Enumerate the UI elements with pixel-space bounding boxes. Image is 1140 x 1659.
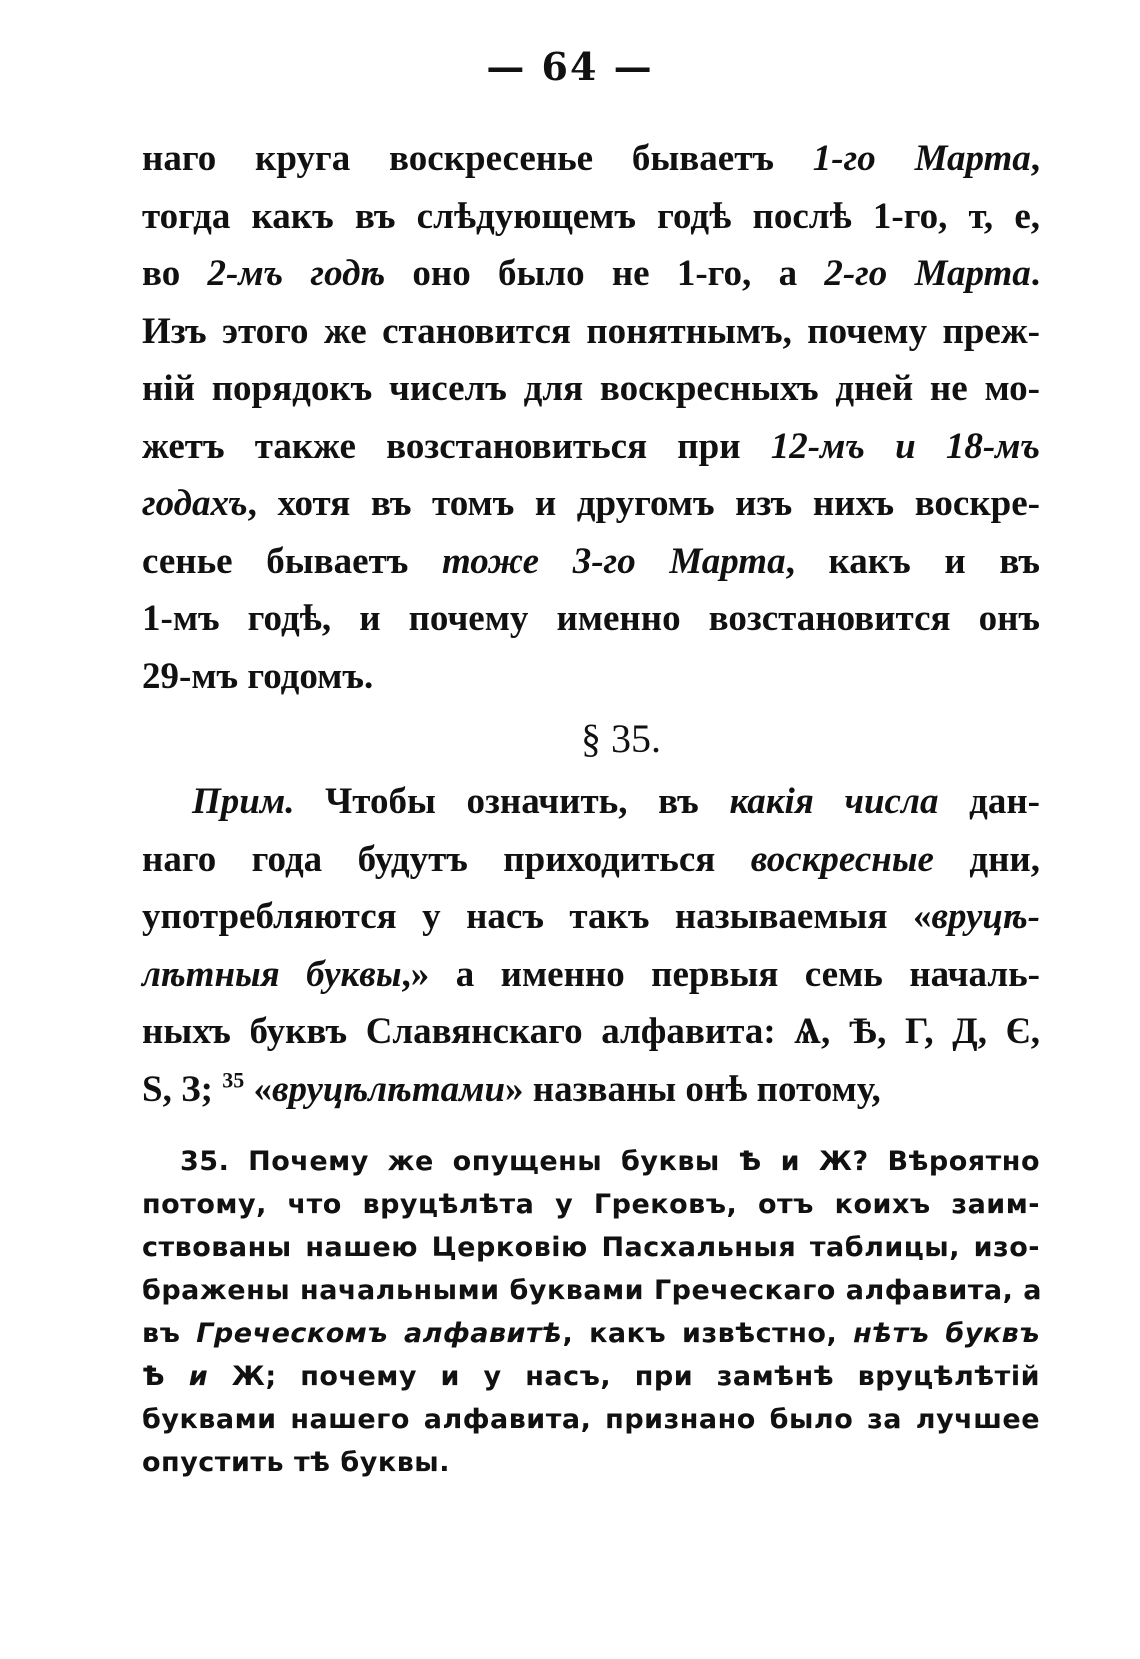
italic-text: 2-мъ годѣ xyxy=(207,253,386,294)
main-text-line xyxy=(142,188,1040,246)
text-run: Ѣ xyxy=(142,1361,189,1392)
text-run: въ xyxy=(142,1318,197,1349)
text-run: наго года будутъ приходиться xyxy=(142,838,751,880)
main-text-line xyxy=(142,590,1040,648)
text-run: Ж; почему и у насъ, при замѣнѣ вруцѣлѣтій xyxy=(208,1361,1041,1392)
text-run: тогда какъ въ слѣдующемъ годѣ послѣ 1-го, т, е, xyxy=(142,195,1040,237)
main-text-line xyxy=(142,360,1040,418)
italic-text: и xyxy=(188,1361,209,1392)
text-run: » названы онѣ потому, xyxy=(505,1068,881,1110)
footnote-line xyxy=(142,1355,1040,1398)
text-run: потому, что вруцѣлѣта у Грековъ, отъ коихъ заим- xyxy=(142,1189,1040,1220)
text-run: оно было не 1-го, а xyxy=(385,253,825,294)
footnote-line xyxy=(142,1398,1040,1441)
italic-text: годахъ xyxy=(142,483,248,524)
text-run: буквами нашего алфавита, признано было за лучшее xyxy=(142,1404,1040,1435)
text-run: жетъ также возстановиться при xyxy=(142,425,771,467)
italic-text: какія числа xyxy=(729,781,939,822)
italic-text: Греческомъ алфавитѣ xyxy=(196,1318,563,1349)
italic-text: 2-го Марта xyxy=(824,253,1031,294)
text-run: дан- xyxy=(938,781,1040,822)
italic-text: тоже 3-го Марта xyxy=(442,540,786,582)
italic-text: воскресные xyxy=(750,838,934,880)
text-run: , какъ извѣстно, xyxy=(562,1318,854,1349)
main-text-line xyxy=(142,418,1040,476)
paragraph-continuation xyxy=(142,130,1040,705)
text-run: Изъ этого же становится понятнымъ, почему преж- xyxy=(142,310,1040,352)
section-text-line xyxy=(142,773,1040,831)
text-run: 35. Почему же опущены буквы Ѣ и Ж? Вѣроятно xyxy=(180,1146,1040,1177)
main-text-line xyxy=(142,303,1040,361)
text-run: Ѕ, З; xyxy=(142,1068,223,1110)
text-run: 29-мъ годомъ. xyxy=(142,655,374,697)
text-run: . xyxy=(1030,253,1040,294)
main-text-line xyxy=(142,245,1040,303)
section-heading: § 35. xyxy=(581,716,661,761)
text-run: во xyxy=(142,253,208,294)
text-run: 1-мъ годѣ, и почему именно возстановится онъ xyxy=(142,598,1040,639)
italic-text: Прим. xyxy=(192,781,295,822)
text-run: ,» а именно первыя семь началь- xyxy=(401,953,1040,995)
section-text-line xyxy=(142,888,1040,946)
text-run: , хотя въ томъ и другомъ изъ нихъ воскре- xyxy=(247,483,1040,524)
section-text-line xyxy=(142,1061,1040,1119)
italic-text: лѣтныя буквы xyxy=(142,953,402,995)
italic-text: вруцѣ- xyxy=(931,896,1040,937)
italic-text: 1-го Марта xyxy=(812,138,1031,179)
footnote-line xyxy=(142,1312,1040,1355)
italic-text: нѣтъ буквъ xyxy=(853,1318,1041,1349)
footnote-line xyxy=(142,1183,1040,1226)
main-text-line xyxy=(142,533,1040,591)
main-text-line xyxy=(142,475,1040,533)
footnote-line xyxy=(142,1441,1040,1484)
main-text-block xyxy=(142,130,1040,1118)
section-text-line xyxy=(142,831,1040,889)
footnote-line xyxy=(142,1269,1043,1312)
text-run: ствованы нашею Церковію Пасхальныя таблицы, изо- xyxy=(142,1232,1040,1263)
footnote-line xyxy=(142,1226,1040,1269)
text-run: ній порядокъ чиселъ для воскресныхъ дней не мо- xyxy=(142,368,1040,409)
section-text-line xyxy=(142,1003,1040,1061)
footnote-line xyxy=(142,1140,1040,1183)
section-paragraph xyxy=(142,773,1040,1118)
footnote-marker: 35 xyxy=(222,1067,245,1093)
section-text-line xyxy=(142,946,1040,1004)
text-run: Чтобы означить, въ xyxy=(294,781,730,822)
page-number: — 64 — xyxy=(486,44,654,89)
italic-text: 12-мъ и 18-мъ xyxy=(770,425,1040,467)
text-run: наго круга воскресенье бываетъ xyxy=(142,138,813,179)
text-run: сенье бываетъ xyxy=(142,540,443,582)
text-run: бражены начальными буквами Греческаго алфавита, а xyxy=(142,1275,1043,1306)
text-run: « xyxy=(244,1068,272,1110)
main-text-line xyxy=(142,648,1040,706)
text-run: ныхъ буквъ Славянскаго алфавита: Ѧ, Ѣ, Г, Д, Є, xyxy=(142,1011,1040,1052)
text-run: опустить тѣ буквы. xyxy=(142,1447,450,1478)
text-run: , какъ и въ xyxy=(785,540,1040,582)
text-run: , xyxy=(1030,138,1040,179)
main-text-line xyxy=(142,130,1040,188)
italic-text: вруцѣлѣтами xyxy=(271,1068,506,1110)
text-run: дни, xyxy=(933,838,1040,880)
text-run: употребляются у насъ такъ называемыя « xyxy=(142,896,932,937)
footnote-block xyxy=(142,1140,1043,1484)
